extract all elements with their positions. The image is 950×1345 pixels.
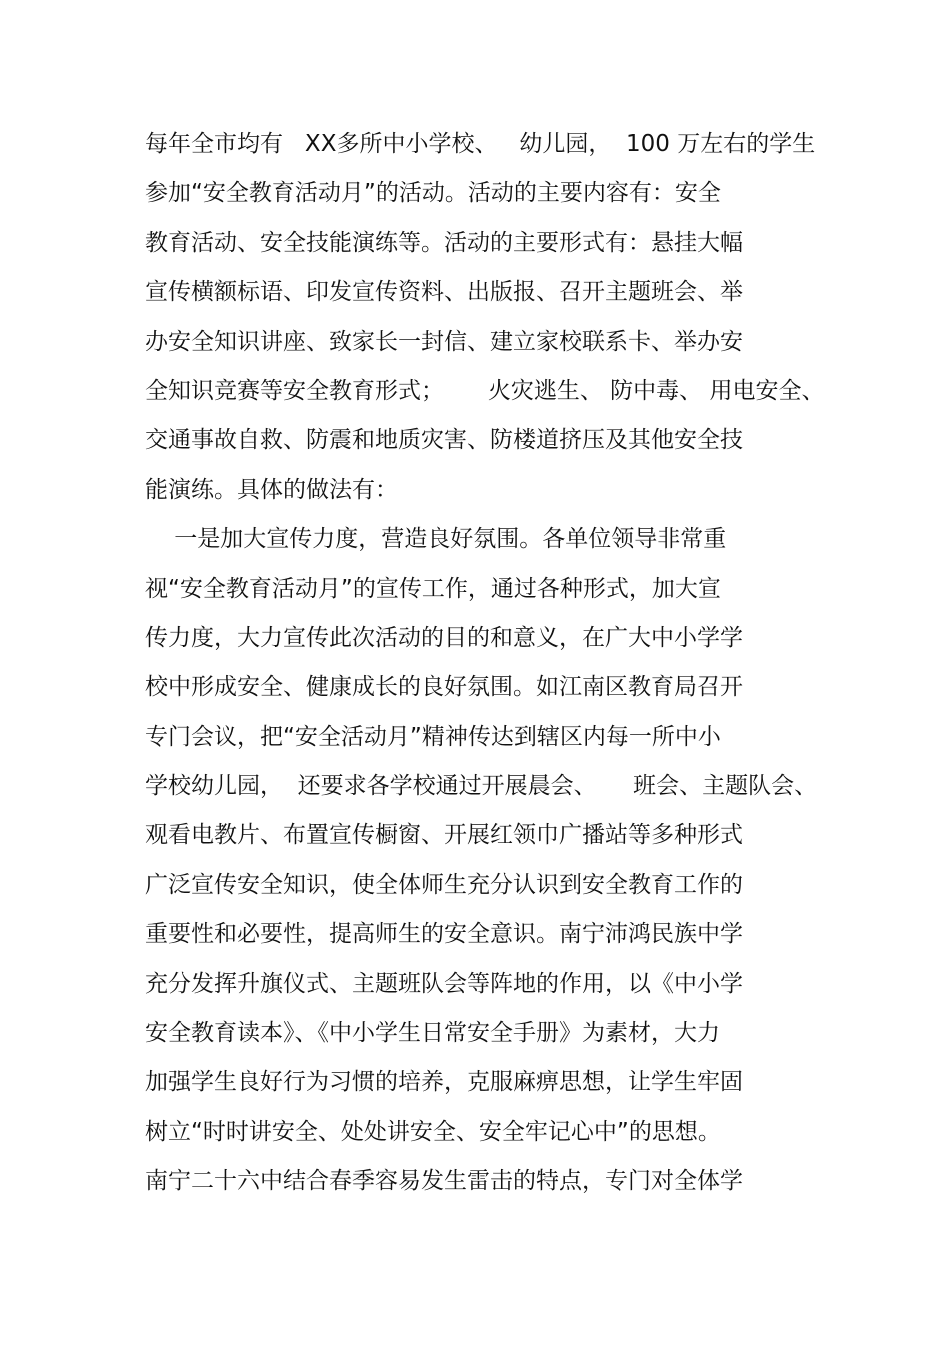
text-line: 教育活动、安全技能演练等。活动的主要形式有：悬挂大幅 xyxy=(145,229,743,256)
text-line: 重要性和必要性，提高师生的安全意识。南宁沛鸿民族中学 xyxy=(145,921,743,948)
text-line: 观看电教片、布置宣传橱窗、开展红领巾广播站等多种形式 xyxy=(145,822,743,849)
text-line: 充分发挥升旗仪式、主题班队会等阵地的作用，以《中小学 xyxy=(145,970,743,997)
text-line: 宣传横额标语、印发宣传资料、出版报、召开主题班会、举 xyxy=(145,279,743,306)
text-line: 加强学生良好行为习惯的培养，克服麻痹思想，让学生牢固 xyxy=(145,1069,743,1096)
text-line: 每年全市均有 XX多所中小学校、 幼儿园， 100 万左右的学生 xyxy=(145,131,816,157)
text-line: 办安全知识讲座、致家长一封信、建立家校联系卡、举办安 xyxy=(145,328,743,355)
body-text xyxy=(145,120,825,1207)
text-line: 广泛宣传安全知识，使全体师生充分认识到安全教育工作的 xyxy=(145,871,743,898)
text-line: 传力度，大力宣传此次活动的目的和意义，在广大中小学学 xyxy=(145,624,743,651)
text-line: 交通事故自救、防震和地质灾害、防楼道挤压及其他安全技 xyxy=(145,427,743,454)
text-line: 一是加大宣传力度，营造良好氛围。各单位领导非常重 xyxy=(145,526,727,553)
text-line: 学校幼儿园， 还要求各学校通过开展晨会、 班会、主题队会、 xyxy=(145,773,818,800)
text-line: 参加“安全教育活动月”的活动。活动的主要内容有：安全 xyxy=(145,180,721,207)
text-line: 全知识竞赛等安全教育形式； 火灾逃生、 防中毒、 用电安全、 xyxy=(145,377,825,404)
text-line: 专门会议，把“安全活动月”精神传达到辖区内每一所中小 xyxy=(145,723,721,750)
text-line: 树立“时时讲安全、处处讲安全、安全牢记心中”的思想。 xyxy=(145,1118,721,1145)
text-line: 能演练。具体的做法有： xyxy=(145,476,398,503)
text-line: 校中形成安全、健康成长的良好氛围。如江南区教育局召开 xyxy=(145,674,743,701)
text-line: 南宁二十六中结合春季容易发生雷击的特点，专门对全体学 xyxy=(145,1168,743,1195)
text-line: 安全教育读本》、《中小学生日常安全手册》为素材，大力 xyxy=(145,1020,720,1047)
text-line: 视“安全教育活动月”的宣传工作，通过各种形式，加大宣 xyxy=(145,575,721,602)
